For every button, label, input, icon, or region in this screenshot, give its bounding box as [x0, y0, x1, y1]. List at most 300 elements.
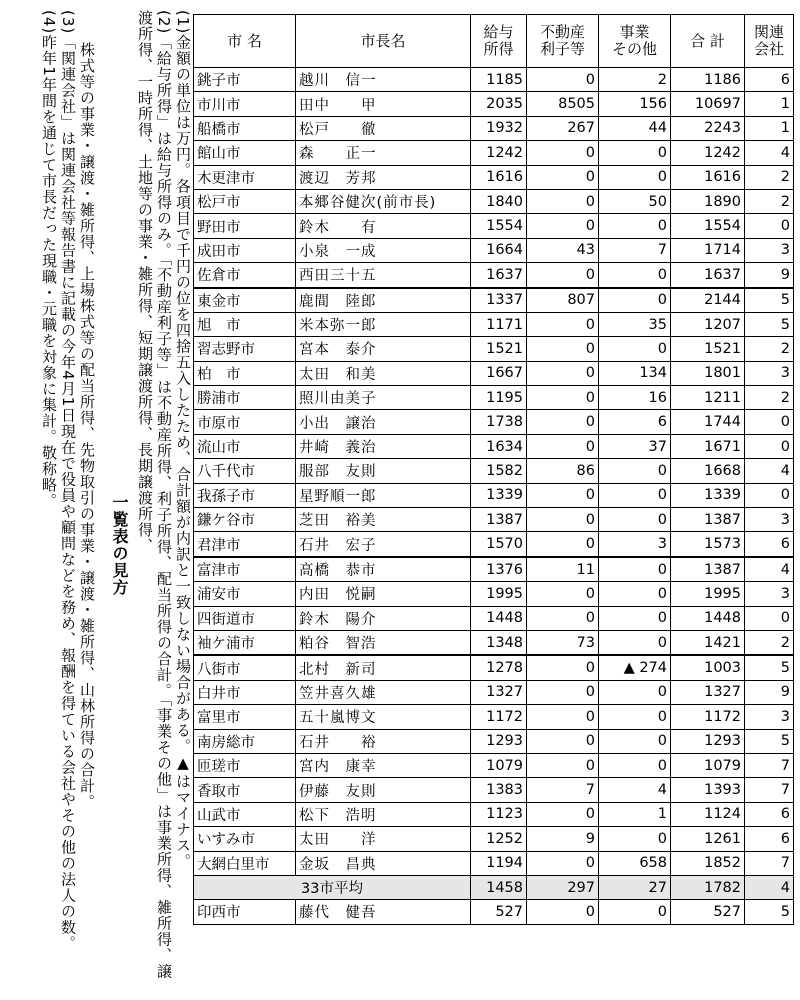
- cell-total: 1616: [671, 165, 745, 189]
- cell-realestate: 0: [527, 900, 599, 924]
- cell-realestate: 0: [527, 68, 599, 92]
- cell-companies: 2: [745, 189, 794, 213]
- cell-salary: 1376: [471, 557, 527, 582]
- cell-business: 0: [599, 165, 671, 189]
- cell-business: 0: [599, 753, 671, 777]
- table-row: [194, 705, 794, 729]
- cell-city: 香取市: [194, 778, 296, 802]
- table-row: [194, 582, 794, 606]
- cell-city: 成田市: [194, 238, 296, 262]
- cell-city: 大網白里市: [194, 851, 296, 875]
- cell-business: 1: [599, 802, 671, 826]
- cell-business: 0: [599, 141, 671, 165]
- cell-realestate: 0: [527, 337, 599, 361]
- cell-total: 1242: [671, 141, 745, 165]
- cell-total: 1327: [671, 680, 745, 704]
- cell-realestate: 86: [527, 459, 599, 483]
- cell-realestate: 0: [527, 851, 599, 875]
- cell-total: 1207: [671, 312, 745, 336]
- cell-realestate: 807: [527, 288, 599, 313]
- cell-business: 7: [599, 238, 671, 262]
- cell-city: 佐倉市: [194, 263, 296, 288]
- cell-business: 0: [599, 483, 671, 507]
- cell-companies: 6: [745, 532, 794, 557]
- cell-city: 袖ケ浦市: [194, 630, 296, 655]
- cell-companies: 6: [745, 802, 794, 826]
- cell-total: 1995: [671, 582, 745, 606]
- cell-realestate: 0: [527, 802, 599, 826]
- cell-business: 3: [599, 532, 671, 557]
- cell-companies: 9: [745, 263, 794, 288]
- cell-salary: 1448: [471, 606, 527, 630]
- cell-companies: 4: [745, 459, 794, 483]
- cell-realestate: 267: [527, 116, 599, 140]
- cell-companies: 4: [745, 141, 794, 165]
- cell-mayor: 石井 宏子: [296, 532, 471, 557]
- cell-total: 1079: [671, 753, 745, 777]
- cell-realestate: 0: [527, 434, 599, 458]
- cell-city: 市原市: [194, 410, 296, 434]
- cell-salary: 1171: [471, 312, 527, 336]
- table-row: [194, 165, 794, 189]
- cell-city: 銚子市: [194, 68, 296, 92]
- cell-companies: 4: [745, 557, 794, 582]
- cell-realestate: 73: [527, 630, 599, 655]
- average-total: 1782: [671, 875, 745, 899]
- average-label: 33市平均: [194, 875, 471, 899]
- cell-city: 南房総市: [194, 729, 296, 753]
- cell-realestate: 0: [527, 508, 599, 532]
- cell-city: 市川市: [194, 92, 296, 116]
- table-row: [194, 630, 794, 655]
- cell-city: 野田市: [194, 214, 296, 238]
- cell-total: 1852: [671, 851, 745, 875]
- cell-salary: 1637: [471, 263, 527, 288]
- cell-city: 館山市: [194, 141, 296, 165]
- average-business: 27: [599, 875, 671, 899]
- cell-business: 0: [599, 557, 671, 582]
- cell-total: 1573: [671, 532, 745, 557]
- cell-city: 旭 市: [194, 312, 296, 336]
- cell-business: 0: [599, 337, 671, 361]
- notes-heading: 一覧表の見方: [110, 494, 129, 596]
- cell-total: 1124: [671, 802, 745, 826]
- table-row: [194, 116, 794, 140]
- h-salary-label: 給与 所得: [483, 23, 514, 58]
- cell-companies: 9: [745, 680, 794, 704]
- table-row: [194, 288, 794, 313]
- cell-salary: 527: [471, 900, 527, 924]
- cell-business: 4: [599, 778, 671, 802]
- cell-total: 1801: [671, 361, 745, 385]
- cell-total: 1714: [671, 238, 745, 262]
- cell-salary: 1348: [471, 630, 527, 655]
- cell-city: 流山市: [194, 434, 296, 458]
- cell-mayor: 田中 甲: [296, 92, 471, 116]
- cell-city: 八千代市: [194, 459, 296, 483]
- cell-realestate: 0: [527, 312, 599, 336]
- cell-city: 八街市: [194, 655, 296, 680]
- cell-city: 鎌ケ谷市: [194, 508, 296, 532]
- cell-city: 富里市: [194, 705, 296, 729]
- cell-mayor: 本郷谷健次(前市長): [296, 189, 471, 213]
- cell-mayor: 伊藤 友則: [296, 778, 471, 802]
- cell-mayor: 照川由美子: [296, 386, 471, 410]
- cell-realestate: 0: [527, 165, 599, 189]
- cell-city: 浦安市: [194, 582, 296, 606]
- cell-mayor: 鈴木 陽介: [296, 606, 471, 630]
- cell-mayor: 森 正一: [296, 141, 471, 165]
- cell-realestate: 0: [527, 680, 599, 704]
- cell-business: 16: [599, 386, 671, 410]
- average-realestate: 297: [527, 875, 599, 899]
- cell-salary: 1242: [471, 141, 527, 165]
- header-total: 合 計: [671, 15, 745, 68]
- cell-business: 0: [599, 606, 671, 630]
- cell-salary: 1616: [471, 165, 527, 189]
- table-row: [194, 827, 794, 851]
- cell-business: 0: [599, 263, 671, 288]
- table-row: [194, 92, 794, 116]
- cell-salary: 1554: [471, 214, 527, 238]
- cell-city: 松戸市: [194, 189, 296, 213]
- cell-companies: 6: [745, 68, 794, 92]
- cell-city: 富津市: [194, 557, 296, 582]
- cell-realestate: 0: [527, 141, 599, 165]
- cell-mayor: 高橋 恭市: [296, 557, 471, 582]
- cell-city: 四街道市: [194, 606, 296, 630]
- notes-column: [4, 10, 192, 995]
- table-row: [194, 68, 794, 92]
- cell-salary: 1932: [471, 116, 527, 140]
- cell-salary: 1387: [471, 508, 527, 532]
- cell-business: 2: [599, 68, 671, 92]
- cell-mayor: 鹿間 陸郎: [296, 288, 471, 313]
- table-row: [194, 238, 794, 262]
- cell-city: 柏 市: [194, 361, 296, 385]
- cell-salary: 1667: [471, 361, 527, 385]
- cell-total: 1387: [671, 508, 745, 532]
- cell-companies: 5: [745, 312, 794, 336]
- cell-mayor: 渡辺 芳邦: [296, 165, 471, 189]
- cell-realestate: 0: [527, 361, 599, 385]
- cell-mayor: 服部 友則: [296, 459, 471, 483]
- cell-mayor: 内田 悦嗣: [296, 582, 471, 606]
- table-row: [194, 434, 794, 458]
- cell-salary: 1738: [471, 410, 527, 434]
- cell-realestate: 0: [527, 189, 599, 213]
- cell-business: ▲ 274: [599, 655, 671, 680]
- cell-mayor: 粕谷 智浩: [296, 630, 471, 655]
- table-row: [194, 312, 794, 336]
- cell-salary: 1634: [471, 434, 527, 458]
- cell-business: 0: [599, 508, 671, 532]
- cell-city: いすみ市: [194, 827, 296, 851]
- cell-city: 勝浦市: [194, 386, 296, 410]
- header-companies: [745, 15, 794, 68]
- cell-companies: 0: [745, 606, 794, 630]
- cell-realestate: 0: [527, 263, 599, 288]
- table-row: [194, 802, 794, 826]
- cell-business: 658: [599, 851, 671, 875]
- table-row: [194, 483, 794, 507]
- cell-mayor: 西田三十五: [296, 263, 471, 288]
- cell-realestate: 43: [527, 238, 599, 262]
- table-row: [194, 189, 794, 213]
- cell-total: 1521: [671, 337, 745, 361]
- header-city: 市 名: [194, 15, 296, 68]
- cell-business: 0: [599, 827, 671, 851]
- table-row: [194, 606, 794, 630]
- cell-companies: 0: [745, 410, 794, 434]
- table-row: [194, 508, 794, 532]
- cell-companies: 0: [745, 483, 794, 507]
- cell-salary: 1995: [471, 582, 527, 606]
- cell-total: 1211: [671, 386, 745, 410]
- h-realestate-label: 不動産 利子等: [539, 23, 585, 58]
- cell-companies: 5: [745, 288, 794, 313]
- cell-mayor: 宮内 康幸: [296, 753, 471, 777]
- table-body: [194, 68, 794, 925]
- cell-total: 1554: [671, 214, 745, 238]
- cell-mayor: 金坂 昌典: [296, 851, 471, 875]
- cell-total: 1293: [671, 729, 745, 753]
- cell-realestate: 0: [527, 753, 599, 777]
- cell-city: 白井市: [194, 680, 296, 704]
- cell-total: 527: [671, 900, 745, 924]
- cell-mayor: 松下 浩明: [296, 802, 471, 826]
- cell-salary: 1339: [471, 483, 527, 507]
- cell-salary: 1278: [471, 655, 527, 680]
- cell-companies: 2: [745, 630, 794, 655]
- cell-city: 我孫子市: [194, 483, 296, 507]
- cell-companies: 7: [745, 851, 794, 875]
- cell-realestate: 0: [527, 483, 599, 507]
- cell-total: 1172: [671, 705, 745, 729]
- cell-companies: 6: [745, 827, 794, 851]
- cell-mayor: 鈴木 有: [296, 214, 471, 238]
- header-business: [599, 15, 671, 68]
- cell-realestate: 0: [527, 410, 599, 434]
- cell-business: 0: [599, 288, 671, 313]
- note-3: (3)「関連会社」は関連会社等報告書に記載の今年4月1日現在で役員や顧問などを務め、報酬を得ている会社やその他の法人の数。: [59, 10, 77, 952]
- cell-city: 船橋市: [194, 116, 296, 140]
- cell-salary: 1194: [471, 851, 527, 875]
- cell-business: 37: [599, 434, 671, 458]
- note-4: (4)昨年1年間を通じて市長だった現職・元職を対象に集計。敬称略。: [40, 10, 58, 509]
- cell-total: 1003: [671, 655, 745, 680]
- cell-mayor: 米本弥一郎: [296, 312, 471, 336]
- cell-salary: 1079: [471, 753, 527, 777]
- cell-companies: 0: [745, 434, 794, 458]
- cell-total: 1421: [671, 630, 745, 655]
- cell-salary: 1195: [471, 386, 527, 410]
- cell-total: 1744: [671, 410, 745, 434]
- cell-business: 0: [599, 459, 671, 483]
- cell-business: 50: [599, 189, 671, 213]
- cell-realestate: 0: [527, 386, 599, 410]
- h-business-label: 事業 その他: [611, 23, 657, 58]
- header-salary: [471, 15, 527, 68]
- cell-mayor: 宮本 泰介: [296, 337, 471, 361]
- cell-realestate: 0: [527, 655, 599, 680]
- cell-salary: 1570: [471, 532, 527, 557]
- cell-companies: 5: [745, 655, 794, 680]
- cell-total: 2243: [671, 116, 745, 140]
- cell-mayor: 石井 裕: [296, 729, 471, 753]
- cell-total: 1448: [671, 606, 745, 630]
- cell-realestate: 0: [527, 729, 599, 753]
- cell-salary: 1172: [471, 705, 527, 729]
- cell-companies: 2: [745, 386, 794, 410]
- header-realestate: [527, 15, 599, 68]
- cell-salary: 1664: [471, 238, 527, 262]
- cell-city: 木更津市: [194, 165, 296, 189]
- table-row: [194, 778, 794, 802]
- cell-total: 1261: [671, 827, 745, 851]
- average-row: [194, 875, 794, 899]
- cell-mayor: 松戸 徹: [296, 116, 471, 140]
- cell-companies: 5: [745, 729, 794, 753]
- cell-mayor: 笠井喜久雄: [296, 680, 471, 704]
- table-row: [194, 680, 794, 704]
- table-row: [194, 361, 794, 385]
- note-2: (2)「給与所得」は給与所得のみ。「不動産利子等」は不動産所得、利子所得、配当所得の合計。「事業その他」は事業所得、雑所得、譲渡所得、一時所得、土地等の事業・雑所得、短期譲渡所得、長期譲渡所得、: [136, 10, 173, 980]
- cell-mayor: 藤代 健吾: [296, 900, 471, 924]
- table-row: [194, 729, 794, 753]
- table-row: [194, 214, 794, 238]
- average-companies: 4: [745, 875, 794, 899]
- cell-companies: 3: [745, 582, 794, 606]
- cell-companies: 3: [745, 705, 794, 729]
- cell-city: 東金市: [194, 288, 296, 313]
- cell-business: 156: [599, 92, 671, 116]
- cell-mayor: 五十嵐博文: [296, 705, 471, 729]
- cell-salary: 2035: [471, 92, 527, 116]
- table-row: [194, 141, 794, 165]
- cell-total: 1671: [671, 434, 745, 458]
- cell-realestate: 0: [527, 532, 599, 557]
- header-mayor: 市長名: [296, 15, 471, 68]
- cell-business: 35: [599, 312, 671, 336]
- header-row: [194, 15, 794, 68]
- cell-realestate: 11: [527, 557, 599, 582]
- table-row: [194, 557, 794, 582]
- cell-total: 1186: [671, 68, 745, 92]
- cell-salary: 1252: [471, 827, 527, 851]
- cell-companies: 7: [745, 778, 794, 802]
- cell-total: 10697: [671, 92, 745, 116]
- cell-companies: 3: [745, 238, 794, 262]
- cell-total: 1637: [671, 263, 745, 288]
- cell-business: 0: [599, 900, 671, 924]
- table-row: [194, 851, 794, 875]
- cell-realestate: 0: [527, 214, 599, 238]
- mayor-income-table: [193, 14, 794, 925]
- cell-business: 0: [599, 630, 671, 655]
- cell-mayor: 井崎 義治: [296, 434, 471, 458]
- cell-business: 134: [599, 361, 671, 385]
- cell-business: 0: [599, 705, 671, 729]
- cell-mayor: 太田 和美: [296, 361, 471, 385]
- cell-salary: 1521: [471, 337, 527, 361]
- cell-realestate: 0: [527, 606, 599, 630]
- cell-salary: 1383: [471, 778, 527, 802]
- cell-salary: 1293: [471, 729, 527, 753]
- cell-realestate: 0: [527, 582, 599, 606]
- cell-salary: 1840: [471, 189, 527, 213]
- extra-row-inzai: [194, 900, 794, 924]
- cell-companies: 0: [745, 214, 794, 238]
- cell-mayor: 星野順一郎: [296, 483, 471, 507]
- average-salary: 1458: [471, 875, 527, 899]
- cell-mayor: 北村 新司: [296, 655, 471, 680]
- table-row: [194, 386, 794, 410]
- cell-total: 1890: [671, 189, 745, 213]
- cell-city: 印西市: [194, 900, 296, 924]
- cell-business: 0: [599, 729, 671, 753]
- cell-business: 0: [599, 582, 671, 606]
- cell-companies: 2: [745, 337, 794, 361]
- cell-mayor: 小出 譲治: [296, 410, 471, 434]
- cell-salary: 1327: [471, 680, 527, 704]
- table-row: [194, 459, 794, 483]
- cell-business: 44: [599, 116, 671, 140]
- table-row: [194, 655, 794, 680]
- cell-city: 山武市: [194, 802, 296, 826]
- cell-city: 匝瑳市: [194, 753, 296, 777]
- table-row: [194, 532, 794, 557]
- cell-companies: 1: [745, 116, 794, 140]
- cell-business: 0: [599, 680, 671, 704]
- cell-companies: 3: [745, 508, 794, 532]
- cell-salary: 1123: [471, 802, 527, 826]
- cell-companies: 5: [745, 900, 794, 924]
- cell-realestate: 7: [527, 778, 599, 802]
- cell-companies: 3: [745, 361, 794, 385]
- cell-business: 6: [599, 410, 671, 434]
- cell-realestate: 8505: [527, 92, 599, 116]
- cell-companies: 1: [745, 92, 794, 116]
- cell-companies: 2: [745, 165, 794, 189]
- table-row: [194, 337, 794, 361]
- cell-total: 1393: [671, 778, 745, 802]
- cell-total: 1668: [671, 459, 745, 483]
- cell-salary: 1582: [471, 459, 527, 483]
- cell-realestate: 9: [527, 827, 599, 851]
- cell-salary: 1185: [471, 68, 527, 92]
- cell-business: 0: [599, 214, 671, 238]
- cell-mayor: 越川 信一: [296, 68, 471, 92]
- note-2-continued: 株式等の事業・譲渡・雑所得、上場株式等の配当所得、先物取引の事業・譲渡・雑所得、山林所得の合計。: [78, 42, 96, 810]
- table-row: [194, 410, 794, 434]
- cell-total: 1339: [671, 483, 745, 507]
- cell-mayor: 芝田 裕美: [296, 508, 471, 532]
- cell-total: 1387: [671, 557, 745, 582]
- h-companies-label: 関連 会社: [753, 23, 784, 58]
- cell-salary: 1337: [471, 288, 527, 313]
- cell-mayor: 小泉 一成: [296, 238, 471, 262]
- table-row: [194, 263, 794, 288]
- cell-total: 2144: [671, 288, 745, 313]
- cell-realestate: 0: [527, 705, 599, 729]
- cell-mayor: 太田 洋: [296, 827, 471, 851]
- cell-city: 習志野市: [194, 337, 296, 361]
- cell-companies: 7: [745, 753, 794, 777]
- note-1: (1)金額の単位は万円。各項目で千円の位を四捨五入したため、合計額が内訳と一致しない場合がある。▲はマイナス。: [174, 10, 192, 870]
- table-row: [194, 753, 794, 777]
- cell-city: 君津市: [194, 532, 296, 557]
